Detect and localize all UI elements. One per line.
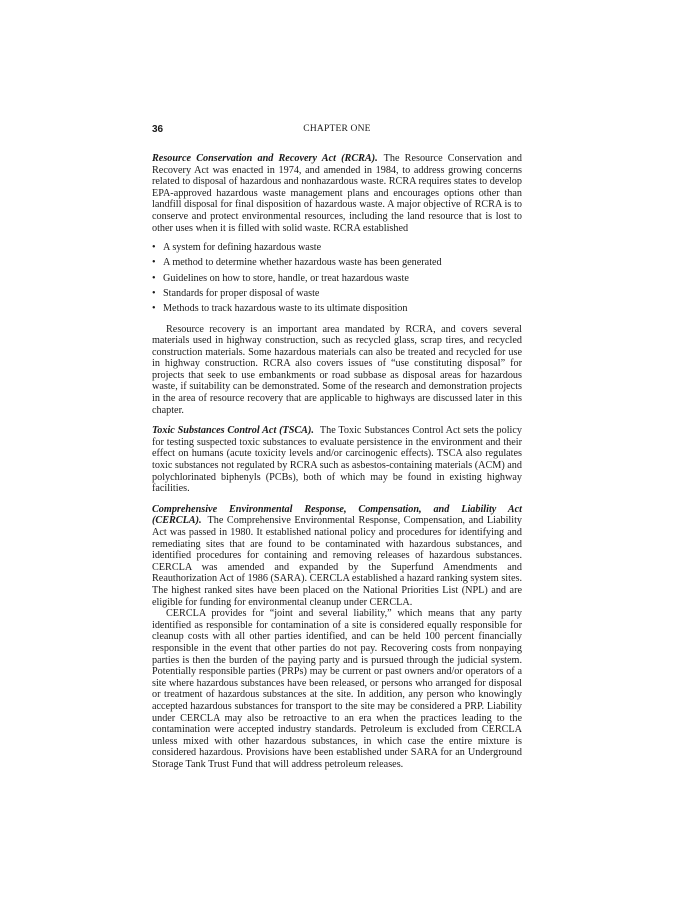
tsca-paragraph <box>152 425 522 495</box>
list-item <box>152 273 522 285</box>
tsca-heading: Toxic Substances Control Act (TSCA). <box>152 425 314 437</box>
tsca-text: The Toxic Substances Control Act sets the policy for testing suspected toxic substances to evaluate persistence in the environment and their effect on humans (acute toxicity levels and/or carcinogenic effects). TSCA also regulates toxic substances not regulated by RCRA such as asbestos-containing materials (ACM) and polychlorinated biphenyls (PCBs), both of which may be found in existing highway facilities. <box>152 425 522 495</box>
bullet-icon: • <box>152 287 156 299</box>
chapter-title: CHAPTER ONE <box>303 124 371 134</box>
resource-recovery-paragraph: Resource recovery is an important area mandated by RCRA, and covers several materials used in highway construction, such as recycled glass, scrap tires, and recycled construction materials. Some hazardous materials can also be treated and recycled for use in highway construction. RCRA also covers issues of “use constituting disposal” for projects that seek to use embankments or road subbase as disposal areas for hazardous waste, if suitability can be demonstrated. Some of the research and demonstration projects in the area of resource recovery that are applicable to highways are discussed later in this chapter. <box>152 323 522 416</box>
list-item-text: Standards for proper disposal of waste <box>163 287 320 299</box>
cercla-paragraph <box>152 504 522 608</box>
list-item <box>152 242 522 254</box>
cercla-heading: Comprehensive Environmental Response, Compensation, and Liability Act (CERCLA). <box>152 503 522 527</box>
rcra-heading: Resource Conservation and Recovery Act (RCRA). <box>152 153 378 164</box>
bullet-icon: • <box>152 272 156 284</box>
cercla-text: The Comprehensive Environmental Response, Compensation, and Liability Act was passed in 1980. It established national policy and procedures for identifying and remediating sites that are found to be contaminated with hazardous substances, and identified procedures for containing and removing releases of hazardous substances. CERCLA was amended and expanded by the Superfund Amendments and Reauthorization Act of 1986 (SARA). CERCLA established a hazard ranking system sites. The highest ranked sites have been placed on the National Priorities List (NPL) and are eligible for funding for environmental cleanup under CERCLA. <box>152 515 522 608</box>
rcra-intro-paragraph <box>152 153 522 234</box>
list-item-text: Methods to track hazardous waste to its ultimate disposition <box>163 302 408 314</box>
rcra-intro-text: The Resource Conservation and Recovery Act was enacted in 1974, and amended in 1984, to address growing concerns related to disposal of hazardous and nonhazardous waste. RCRA requires states to develop EPA-approved hazardous waste management plans and encourages options other than landfill disposal for final disposition of hazardous waste. A major objective of RCRA is to conserve and protect environmental resources, including the land resource that is lost to other uses when it is filled with solid waste. RCRA established <box>152 153 523 234</box>
bullet-icon: • <box>152 257 156 269</box>
bullet-icon: • <box>152 242 156 254</box>
list-item <box>152 288 522 300</box>
running-head <box>152 124 522 138</box>
list-item-text: A method to determine whether hazardous waste has been generated <box>163 257 442 269</box>
list-item <box>152 303 522 315</box>
list-item-text: A system for defining hazardous waste <box>163 242 322 254</box>
rcra-bullet-list <box>152 242 522 314</box>
book-page <box>152 124 522 770</box>
cercla-liability-paragraph: CERCLA provides for “joint and several liability,” which means that any party identified as responsible for contamination of a site is considered equally responsible for cleanup costs with all other parties identified, and can be held 100 percent financially responsible in the event that other parties do not pay. Recovering costs from nonpaying parties is then the burden of the paying party and is pursued through the judicial system. Potentially responsible parties (PRPs) may be current or past owners and/or operators of a site where hazardous substances have been released, or persons who arranged for disposal or treatment of hazardous substances at the site. In addition, any person who knowingly accepted hazardous substances for transport to the site may be considered a PRP. Liability under CERCLA may also be retroactive to an era when the practices leading to the contamination were accepted industry standards. Petroleum is excluded from CERCLA unless mixed with other hazardous substances, in which case the entire mixture is considered hazardous. Provisions have been established under SARA for an Underground Storage Tank Trust Fund that will address petroleum releases. <box>152 608 522 770</box>
list-item-text: Guidelines on how to store, handle, or treat hazardous waste <box>163 272 409 284</box>
page-number: 36 <box>152 124 164 135</box>
bullet-icon: • <box>152 302 156 314</box>
list-item <box>152 257 522 269</box>
